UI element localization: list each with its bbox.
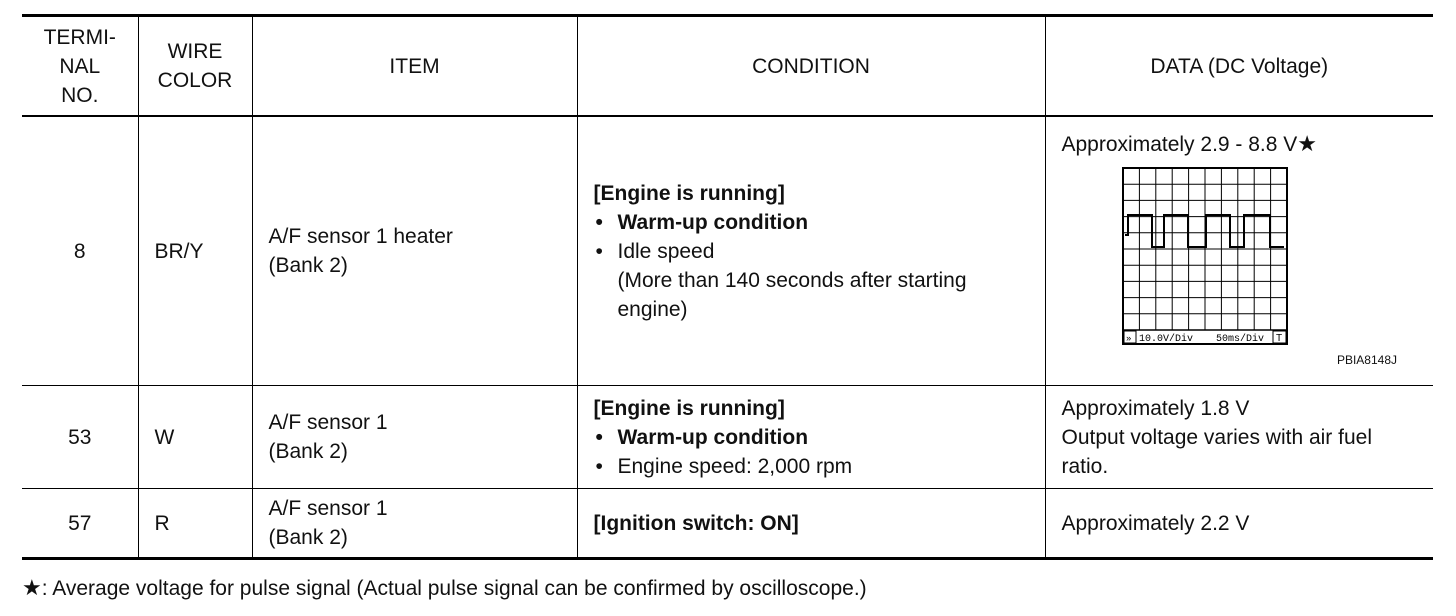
data-cell bbox=[1045, 489, 1433, 559]
condition-bullet: • Idle speed bbox=[594, 237, 1045, 266]
oscilloscope-waveform bbox=[1122, 167, 1288, 347]
condition-cell bbox=[577, 386, 1045, 489]
scope-volt-label: 10.0V/Div bbox=[1138, 334, 1193, 345]
star-icon: ★ bbox=[22, 575, 42, 600]
item-text: A/F sensor 1 bbox=[268, 411, 388, 434]
condition-heading: [Engine is running] bbox=[593, 396, 785, 420]
item-cell bbox=[252, 386, 577, 489]
condition-bullet: • Warm-up condition bbox=[594, 423, 1045, 452]
table-row bbox=[22, 489, 1433, 559]
data-value: Approximately 1.8 V bbox=[1061, 396, 1250, 420]
terminal-number: 8 bbox=[22, 116, 138, 386]
data-cell bbox=[1045, 386, 1433, 489]
figure-id: PBIA8148J bbox=[1336, 353, 1397, 367]
item-bank: (Bank 2) bbox=[268, 254, 348, 277]
header-terminal-no: TERMI- NAL NO. bbox=[22, 16, 138, 117]
header-condition: CONDITION bbox=[577, 16, 1045, 117]
condition-bullet: • Engine speed: 2,000 rpm bbox=[594, 452, 1045, 481]
wire-color: R bbox=[138, 489, 252, 559]
condition-continuation: engine) bbox=[617, 297, 688, 321]
condition-continuation: (More than 140 seconds after starting bbox=[617, 268, 967, 292]
data-value: Approximately 2.9 - 8.8 V★ bbox=[1061, 131, 1318, 156]
condition-cell bbox=[577, 116, 1045, 386]
header-row bbox=[22, 16, 1433, 117]
item-cell bbox=[252, 116, 577, 386]
terminal-number: 57 bbox=[22, 489, 138, 559]
terminal-data-table bbox=[22, 14, 1433, 560]
wire-color: BR/Y bbox=[138, 116, 252, 386]
data-note: Output voltage varies with air fuel bbox=[1061, 425, 1372, 449]
data-value: Approximately 2.2 V bbox=[1061, 511, 1250, 535]
scope-mode-glyph: » bbox=[1125, 334, 1131, 344]
scope-time-label: 50ms/Div bbox=[1215, 334, 1264, 345]
data-cell bbox=[1045, 116, 1433, 386]
item-bank: (Bank 2) bbox=[268, 526, 348, 549]
item-bank: (Bank 2) bbox=[268, 440, 348, 463]
wire-color: W bbox=[138, 386, 252, 489]
item-cell bbox=[252, 489, 577, 559]
condition-bullet: • Warm-up condition bbox=[594, 208, 1045, 237]
header-wire-color: WIRE COLOR bbox=[138, 16, 252, 117]
table-row bbox=[22, 116, 1433, 386]
footnote bbox=[22, 574, 867, 603]
item-text: A/F sensor 1 heater bbox=[268, 225, 453, 248]
header-item: ITEM bbox=[252, 16, 577, 117]
terminal-number: 53 bbox=[22, 386, 138, 489]
data-note: ratio. bbox=[1061, 454, 1109, 478]
header-data: DATA (DC Voltage) bbox=[1045, 16, 1433, 117]
footnote-text: : Average voltage for pulse signal (Actual pulse signal can be confirmed by oscilloscope.) bbox=[41, 577, 867, 600]
star-icon: ★ bbox=[1297, 131, 1318, 156]
scope-trigger-label: T bbox=[1275, 333, 1282, 344]
condition-heading: [Engine is running] bbox=[593, 181, 785, 205]
condition-heading: [Ignition switch: ON] bbox=[593, 511, 799, 535]
condition-cell bbox=[577, 489, 1045, 559]
item-text: A/F sensor 1 bbox=[268, 497, 388, 520]
table-row bbox=[22, 386, 1433, 489]
